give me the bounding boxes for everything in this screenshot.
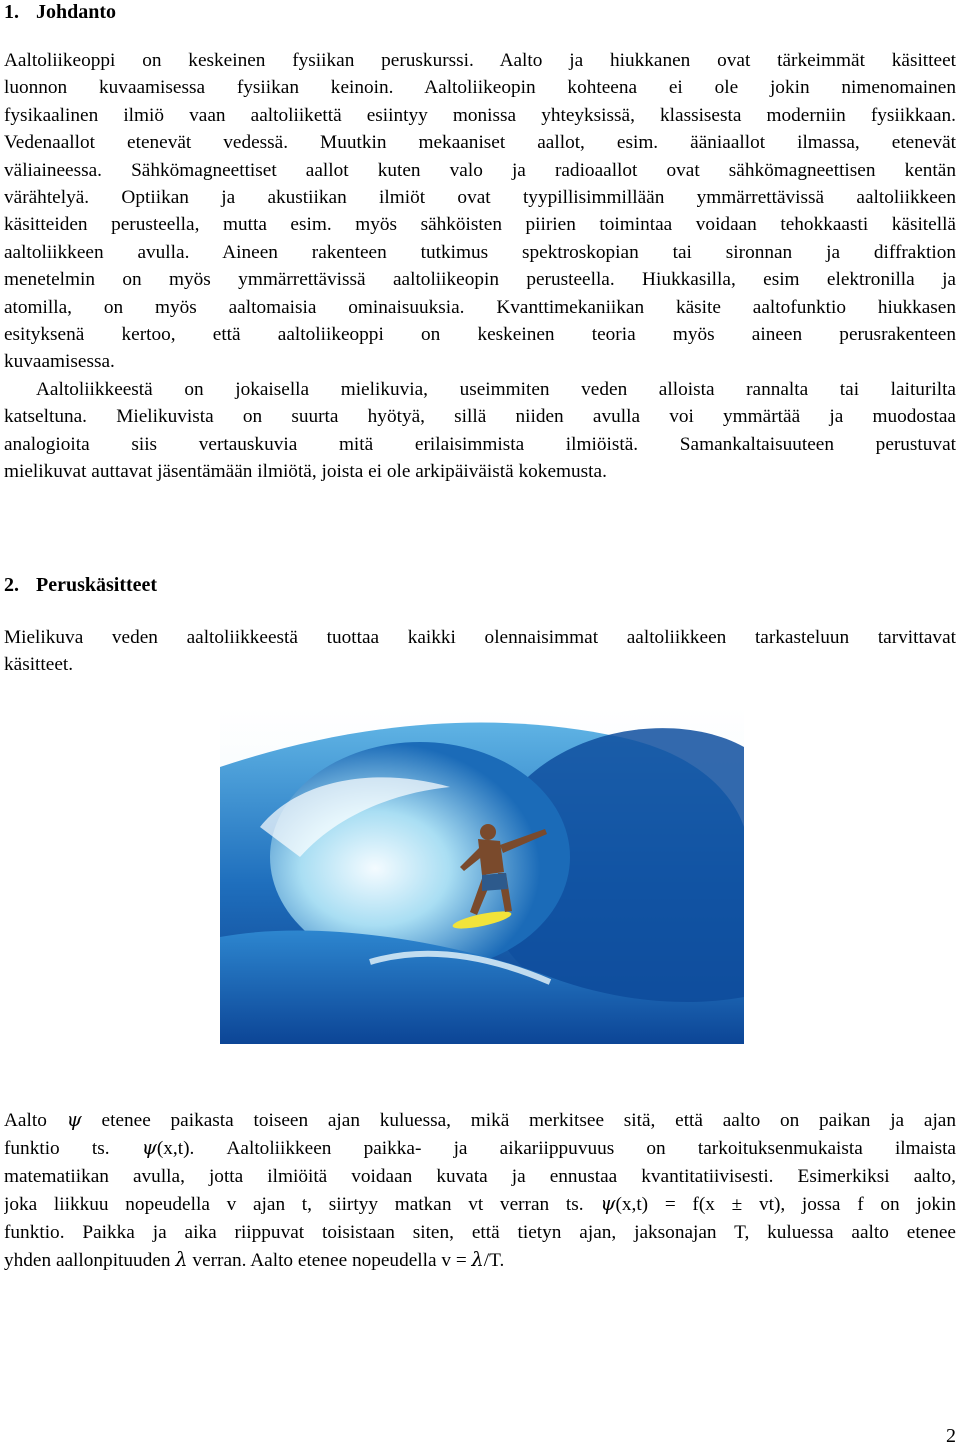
- text-line: mielikuvat auttavat jäsentämään ilmiötä, joista ei ole arkipäiväistä kokemusta.: [4, 461, 607, 483]
- section-1-heading: [4, 0, 116, 24]
- text-line: [4, 1190, 956, 1218]
- text-line: [4, 1246, 956, 1274]
- section-2-number: 2.: [4, 574, 19, 596]
- document-page: [4, 0, 956, 1451]
- text-line: menetelmin on myös ymmärrettävissä aaltoliikeopin perusteella. Hiukkasilla, esim elektronilla ja: [4, 269, 956, 291]
- text-line: fysikaalinen ilmiö vaan aaltoliikettä esiintyy monissa yhteyksissä, klassisesta moderniin fysiikkaan.: [4, 104, 956, 126]
- wave-function-paragraph: [4, 1106, 956, 1274]
- mental-image-paragraph: [4, 376, 956, 486]
- text-line: analogioita siis vertauskuvia mitä erilaisimmista ilmiöistä. Samankaltaisuuteen perustuvat: [4, 433, 956, 455]
- text-line: [4, 1106, 956, 1134]
- text-fragment: verran. Aalto etenee nopeudella v =: [192, 1250, 467, 1272]
- lambda-symbol: λ: [175, 1248, 188, 1272]
- text-line: luonnon kuvaamisessa fysiikan keinoin. Aaltoliikeopin kohteena ei ole jokin nimenomainen: [4, 77, 956, 99]
- text-line: käsitteet.: [4, 654, 74, 676]
- psi-symbol: ψ: [66, 1108, 82, 1131]
- text-fragment: Aalto: [4, 1110, 47, 1131]
- psi-symbol: ψ: [600, 1192, 616, 1216]
- lambda-symbol: λ: [471, 1248, 484, 1272]
- surfer-shorts: [482, 873, 508, 891]
- text-line: Aaltoliikkeestä on jokaisella mielikuvia, useimmiten veden alloista rannalta tai laiturilta: [36, 379, 956, 400]
- section-2-title: Peruskäsitteet: [36, 574, 158, 596]
- text-line: atomilla, on myös aaltomaisia ominaisuuksia. Kvanttimekaniikan käsite aaltofunktio hiukkasen: [4, 296, 956, 318]
- text-line: käsitteiden perusteella, mutta esim. myös sähköisten piirien toimintaa voidaan tehokkaasti käsitellä: [4, 214, 956, 236]
- text-fragment: funktio ts.: [4, 1138, 110, 1160]
- text-line: [4, 1134, 956, 1162]
- section-1-title: Johdanto: [36, 1, 117, 23]
- text-line: esityksenä kertoo, että aaltoliikeoppi on keskeinen teoria myös aineen perusrakenteen: [4, 324, 956, 346]
- surfer-wave-illustration: [220, 707, 744, 1044]
- text-line: väliaineessa. Sähkömagneettiset aallot kuten valo ja radioaallot ovat sähkömagneettisen kentän: [4, 159, 956, 181]
- text-fragment: joka liikkuu nopeudella v ajan t, siirtyy matkan vt verran ts.: [4, 1194, 584, 1216]
- text-line: matematiikan avulla, jotta ilmiöitä voidaan kuvata ja ennustaa kvantitatiivisesti. Esimerkiksi aalto,: [4, 1165, 956, 1187]
- text-line: funktio. Paikka ja aika riippuvat toisistaan siten, että tietyn ajan, jaksonajan T, kuluessa aalto etenee: [4, 1221, 956, 1243]
- text-fragment: yhden aallonpituuden: [4, 1250, 171, 1272]
- text-line: aaltoliikkeen avulla. Aineen rakenteen tutkimus spektroskopian tai sironnan ja diffraktion: [4, 241, 956, 263]
- section-2-heading: [4, 573, 157, 597]
- section-1-number: 1.: [4, 1, 19, 23]
- section-2-intro-paragraph: [4, 624, 956, 679]
- text-fragment: (x,t). Aaltoliikkeen paikka- ja aikariippuvuus on tarkoituksenmukaista ilmaista: [156, 1138, 956, 1160]
- text-line: kuvaamisessa.: [4, 351, 115, 373]
- intro-paragraph: [4, 47, 956, 376]
- text-line: Aaltoliikeoppi on keskeinen fysiikan peruskurssi. Aalto ja hiukkanen ovat tärkeimmät käsitteet: [4, 50, 956, 71]
- text-fragment: (x,t) = f(x ± vt), jossa f on jokin: [615, 1194, 956, 1216]
- text-fragment: etenee paikasta toiseen ajan kuluessa, mikä merkitsee sitä, että aalto on paikan ja ajan: [101, 1110, 956, 1131]
- psi-symbol: ψ: [141, 1136, 157, 1160]
- text-line: värähtelyä. Optiikan ja akustiikan ilmiöt ovat tyypillisimmillään ymmärrettävissä aaltoliikkeen: [4, 187, 956, 209]
- text-fragment: /T.: [483, 1250, 505, 1272]
- text-line: Vedenaallot etenevät vedessä. Muutkin mekaaniset aallot, esim. ääniaallot ilmassa, etenevät: [4, 132, 956, 154]
- surfer-wave-photo: [220, 707, 744, 1044]
- text-line: Mielikuva veden aaltoliikkeestä tuottaa kaikki olennaisimmat aaltoliikkeen tarkasteluun tarvittavat: [4, 627, 956, 648]
- page-number: 2: [946, 1425, 956, 1447]
- text-line: katseltuna. Mielikuvista on suurta hyötyä, sillä niiden avulla voi ymmärtää ja muodostaa: [4, 406, 956, 428]
